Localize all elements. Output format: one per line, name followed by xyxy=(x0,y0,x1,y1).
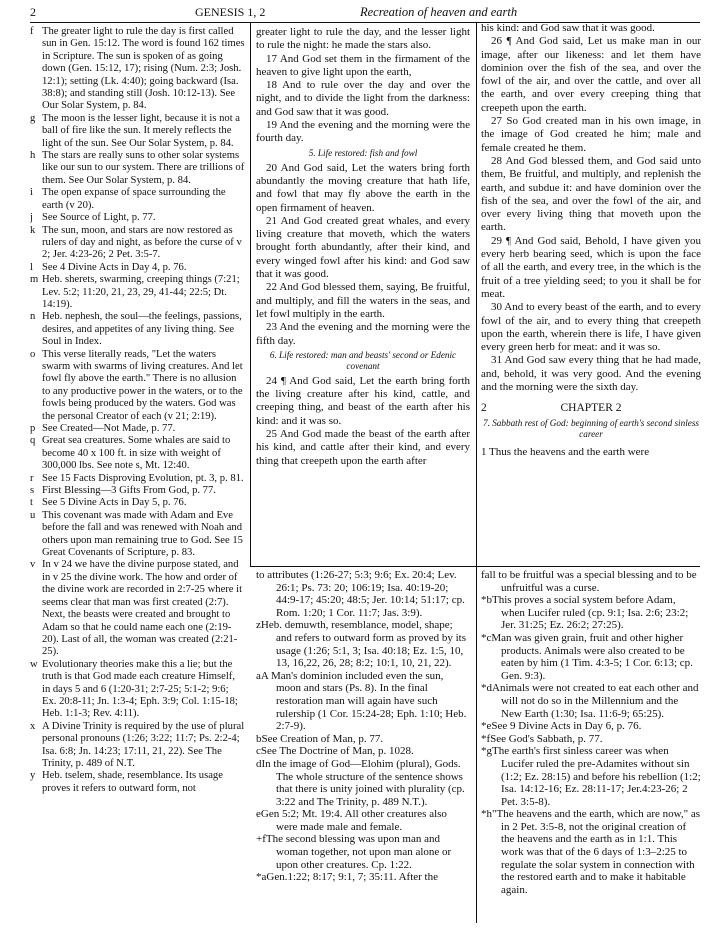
verse-text: 27 So God created man in his own image, in the image of God created he him; male and female created he them. xyxy=(481,115,701,154)
footnote-key: e xyxy=(256,808,261,821)
column-divider-right xyxy=(476,22,477,567)
footnote-x xyxy=(30,721,245,771)
footnote-text: See The Doctrine of Man, p. 1028. xyxy=(260,745,414,758)
footnote-text: See 4 Divine Acts in Day 4, p. 76. xyxy=(42,261,187,273)
footnote-text: See God's Sabbath, p. 77. xyxy=(490,732,603,745)
page-title: Recreation of heaven and earth xyxy=(360,5,518,19)
footnote-i xyxy=(30,187,245,212)
footnote-h xyxy=(481,808,701,896)
footnote-text: The stars are really suns to other solar systems like our sun to our system. There are trillions of them. See Our Solar System, p. 84. xyxy=(42,150,245,186)
footnote-a xyxy=(256,871,470,884)
footnote-text: A Man's dominion included even the sun, moon and stars (Ps. 8). In the final restoration man will again have such rulership (1 Cor. 15:24-28; Eph. 1:10; Heb. 2:7-9). xyxy=(260,669,467,733)
right-verses-column xyxy=(481,22,701,564)
footnote-key: z xyxy=(256,619,261,632)
footnote-b xyxy=(256,733,470,746)
footnote-text: The moon is the lesser light, because it is not a ball of fire like the sun. It merely reflects the light of the sun. See Our Solar System, p. 84. xyxy=(42,112,241,149)
footnote-f xyxy=(481,733,701,746)
footnote-key: u xyxy=(30,509,36,521)
verse-text: 22 And God blessed them, saying, Be fruitful, and multiply, and fill the waters in the seas, and let fowl multiply in the earth. xyxy=(256,281,470,320)
verse-text: 18 And to rule over the day and over the night, and to divide the light from the darkness: and God saw that it was good. xyxy=(256,79,470,118)
verse-text: 23 And the evening and the morning were the fifth day. xyxy=(256,321,470,347)
footnote-key: a xyxy=(256,669,261,682)
footnote-key: *h xyxy=(481,808,492,821)
footnote-key: *a xyxy=(256,871,267,884)
footnote-text: See Creation of Man, p. 77. xyxy=(261,732,384,745)
footnote-text: Heb. demuwth, resemblance, model, shape; and refers to outward form as proved by its usage (1:26; 5:1, 3; Isa. 40:18; Ez. 1:5, 10, 13, 16,22, 26, 28; 8:2; 10:1, 10, 21, 22). xyxy=(260,619,467,670)
footnote-text: The greater light to rule the day is first called sun in Gen. 15:12. The word is found 162 times in Scripture. The sun is spoken of as going down (Gen. 15:12, 17); rising (Num. 2:3; Josh. 12:1); setting (Lk. 4:40); going backward (Isa. 38:8); and standing still (Josh. 10:12-13). See Our Solar System, p. 84. xyxy=(42,26,245,112)
verse-text: 19 And the evening and the morning were the fourth day. xyxy=(256,119,470,145)
footnote-key: *e xyxy=(481,720,492,733)
footnote-u xyxy=(30,510,245,560)
left-notes-column xyxy=(30,26,245,926)
verse-text: 30 And to every beast of the earth, and to every fowl of the air, and to every thing that creepeth upon the earth, wherein there is life, I have given every green herb for meat: and it was so. xyxy=(481,301,701,354)
footnote-y xyxy=(30,770,245,795)
footnote-text: This proves a social system before Adam, when Lucifer ruled (cp. 9:1; Isa. 2:6; 23:2; Jer. 31:25; Ez. 26:2; 27:25). xyxy=(492,594,689,632)
footnote-g xyxy=(481,745,701,808)
footnote-text: Heb. nephesh, the soul—the feelings, passions, desires, and appetites of any living thing. See Soul in Index. xyxy=(42,311,242,348)
footnote-a xyxy=(256,670,470,733)
verse-text: 24 ¶ And God said, Let the earth bring forth the living creature after his kind, cattle, and creeping thing, and beast of the earth after his kind: and it was so. xyxy=(256,374,470,427)
chapter-title xyxy=(481,402,701,414)
footnote-p xyxy=(30,423,245,435)
footnote-f xyxy=(256,833,470,871)
footnote-o xyxy=(30,349,245,423)
footnote-key: x xyxy=(30,720,36,732)
footnote-j xyxy=(30,212,245,224)
footnote-text: In the image of God—Elohim (plural), Gods. The whole structure of the sentence shows that there is unity joined with plurality (cp. 3:22 and The Trinity, p. 489 N.T.). xyxy=(261,757,465,808)
footnote-text: Gen.1:22; 8:17; 9:1, 7; 35:11. After the xyxy=(266,871,438,884)
footnote-text: This covenant was made with Adam and Eve before the fall and was renewed with Noah and others upon man remaining true to God. See 15 Great Covenants of Scripture, p. 83. xyxy=(42,509,243,559)
bottom-middle-notes xyxy=(256,569,470,925)
chapter-verse: 1 Thus the heavens and the earth were xyxy=(481,446,650,459)
footnote-key: y xyxy=(30,770,36,782)
footnote-text: See Source of Light, p. 77. xyxy=(42,212,156,224)
bottom-notes-divider xyxy=(476,566,477,923)
footnote-key: b xyxy=(256,732,262,745)
footnote-text: Heb. tselem, shade, resemblance. Its usage proves it refers to outward form, not xyxy=(42,770,223,794)
footnote-text: The open expanse of space surrounding the earth (v 20). xyxy=(42,187,226,211)
footnote-text: Great sea creatures. Some whales are said to become 40 x 100 ft. in size with weight of 300,000 lbs. See note s, Mt. 12:40. xyxy=(42,435,231,472)
footnote-key: *g xyxy=(481,745,492,758)
footnote-v xyxy=(30,559,245,658)
verse-text: 20 And God said, Let the waters bring forth abundantly the moving creature that hath life, and fowl that may fly above the earth in the open firmament of heaven. xyxy=(256,161,470,214)
footnote-key: +f xyxy=(256,833,266,846)
footnote-t xyxy=(30,497,245,509)
footnote-key: m xyxy=(30,274,39,286)
footnote-w xyxy=(30,659,245,721)
footnote-text: to attributes (1:26-27; 5:3; 9:6; Ex. 20:4; Lev. 26:1; Ps. 73: 20; 106:19; Isa. 40:19-20; 44:9-17; 45:20; 48:5; Jer. 10:14; 51:17; cp. Rom. 1:20; 1 Cor. 11:7; Jas. 3:9). xyxy=(256,569,465,619)
footnote-r xyxy=(30,473,245,485)
verse-text: greater light to rule the day, and the lesser light to rule the night: he made the stars also. xyxy=(256,26,470,52)
footnote-m xyxy=(30,274,245,311)
footnote-key: w xyxy=(30,658,38,670)
footnote-l xyxy=(30,262,245,274)
middle-verses-column xyxy=(256,26,470,564)
column-divider-left xyxy=(250,22,251,567)
book-reference: GENESIS 1, 2 xyxy=(195,5,266,19)
footnote-key: q xyxy=(30,435,36,447)
footnote-cont xyxy=(256,569,470,619)
footnote-text: Heb. sherets, swarming, creeping things (7:21; Lev. 5:2; 11:20, 21, 23, 29, 41-44; 22:5; Dt. 14:19). xyxy=(42,274,240,310)
footnote-text: fall to be fruitful was a special blessing and to be unfruitful was a curse. xyxy=(481,569,697,594)
footnote-text: A Divine Trinity is required by the use of plural personal pronouns (1:26; 3:22; 11:7; Ps. 2:2-4; Isa. 6:8; Jn. 14:23; 17:11, 21, 22). See The Trinity, p. 489 of N.T. xyxy=(42,720,245,769)
footnote-text: See 5 Divine Acts in Day 5, p. 76. xyxy=(42,497,187,509)
footnote-q xyxy=(30,435,245,472)
verse-text: 29 ¶ And God said, Behold, I have given you every herb bearing seed, which is upon the face of all the earth, and every tree, in the which is the fruit of a tree yielding seed; to you it shall be for meat. xyxy=(481,234,701,300)
footnote-text: See 9 Divine Acts in Day 6, p. 76. xyxy=(491,720,642,733)
page-number: 2 xyxy=(30,5,36,19)
footnote-b xyxy=(481,594,701,632)
footnote-text: First Blessing—3 Gifts From God, p. 77. xyxy=(42,485,216,497)
footnote-text: The second blessing was upon man and woman together, not upon man alone or upon other creatures. Cp. 1:22. xyxy=(265,833,452,871)
bottom-right-notes xyxy=(481,569,701,925)
footnote-text: See 15 Facts Disproving Evolution, pt. 3, p. 81. xyxy=(42,472,244,484)
section-heading: 5. Life restored: fish and fowl xyxy=(308,147,418,158)
verse-text: 28 And God blessed them, and God said unto them, Be fruitful, and multiply, and replenish the earth, and subdue it: and have dominion over the fish of the sea, and over the fowl of the air, and over every living thing that moveth upon the earth. xyxy=(481,154,701,234)
verse-text: 31 And God saw every thing that he had made, and, behold, it was very good. And the evening and the morning were the sixth day. xyxy=(481,354,701,394)
footnote-text: Man was given grain, fruit and other higher products. Animals were also created to be eaten by him (1 Tim. 4:3-5; 1 Cor. 6:13; cp. Gen. 9:3). xyxy=(491,631,693,682)
chapter-number: 2 xyxy=(481,402,487,415)
footnote-cont xyxy=(481,569,701,594)
verse-text: 17 And God set them in the firmament of the heaven to give light upon the earth, xyxy=(256,52,470,78)
footnote-d xyxy=(481,682,701,720)
footnote-key: g xyxy=(30,112,36,124)
verse-text: 26 ¶ And God said, Let us make man in our image, after our likeness: and let them have dominion over the fish of the sea, and over the fowl of the air, and over the cattle, and over all the earth, and over every creeping thing that creepeth upon the earth. xyxy=(481,35,701,114)
footnote-text: The sun, moon, and stars are now restored as rulers of day and night, as before the curse of v 2; Jer. 4:23-26; 2 Pet. 3:5-7. xyxy=(42,224,242,261)
footnote-c xyxy=(481,632,701,682)
verse-text: 21 And God created great whales, and every living creature that moveth, which the waters brought forth abundantly, after their kind, and every winged fowl after his kind: and God saw that it was good. xyxy=(256,214,470,281)
footnote-text: The earth's first sinless career was when Lucifer ruled the pre-Adamites without sin (1:2; Ez. 28:15) and before his rebellion (1:2; Isa. 14:12-16; Ez. 28:11-17; Jer.4:23-26; 2 Pet. 3:5-8). xyxy=(492,745,701,808)
footnote-key: k xyxy=(30,224,36,236)
chapter-section-heading: 7. Sabbath rest of God: beginning of earth's second sinless career xyxy=(483,418,699,440)
footnote-key: i xyxy=(30,187,33,199)
footnote-text: In v 24 we have the divine purpose stated, and in v 25 the divine work. The how and order of the divine work are recorded in 2:7-25 where it seems clear that man was first created (2:7). Next, the beasts were created and brought to Adam so that he could name each one (2:19-20). Last of all, the woman was created (2:21-25). xyxy=(42,559,243,658)
footnote-text: Gen 5:2; Mt. 19:4. All other creatures also were made male and female. xyxy=(260,808,447,833)
footnote-key: o xyxy=(30,348,36,360)
footnote-key: *b xyxy=(481,594,492,607)
footnote-key: s xyxy=(30,485,35,497)
footnote-key: r xyxy=(30,472,34,484)
footnote-e xyxy=(481,720,701,733)
notes-divider xyxy=(250,566,700,567)
footnote-g xyxy=(30,113,245,150)
footnote-key: d xyxy=(256,757,262,770)
footnote-key: v xyxy=(30,559,36,571)
chapter-label: CHAPTER 2 xyxy=(560,402,622,415)
footnote-key: h xyxy=(30,150,36,162)
footnote-n xyxy=(30,311,245,348)
footnote-key: *d xyxy=(481,682,492,695)
footnote-key: c xyxy=(256,745,261,758)
footnote-text: Evolutionary theories make this a lie; but the truth is that God made each creature Himself, in days 5 and 6 (1:20-31; 2:7-25; 5:1-2; 9:6; Ex. 20:8-11; Jn. 1:3-4; Eph. 3:9; Col. 1:15-18; Heb. 1:1-3; Rev. 4:11). xyxy=(42,658,238,720)
footnote-text: Animals were not created to eat each other and will not do so in the Millennium and the New Earth (1:30; Isa. 11:6-9; 65:25). xyxy=(492,682,699,720)
footnote-key: *f xyxy=(481,732,491,745)
footnote-d xyxy=(256,758,470,808)
verse-text: 25 And God made the beast of the earth after his kind, and cattle after their kind, and every thing that creepeth upon the earth after xyxy=(256,428,470,467)
footnote-key: *c xyxy=(481,631,492,644)
footnote-f xyxy=(30,26,245,113)
footnote-key: f xyxy=(30,26,34,37)
footnote-key: n xyxy=(30,311,36,323)
footnote-k xyxy=(30,225,245,262)
footnote-c xyxy=(256,745,470,758)
footnote-key: j xyxy=(30,212,33,224)
footnote-z xyxy=(256,619,470,669)
footnote-text: "The heavens and the earth, which are now," as in 2 Pet. 3:5-8, not the original creation of the heavens and the earth as in 1:1. This work was that of the 6 days of 1:3–2:25 to regulate the solar system in connection with the restored earth and to make it habitable again. xyxy=(492,808,701,896)
footnote-key: t xyxy=(30,497,33,509)
section-heading: 6. Life restored: man and beasts' second or Edenic covenant xyxy=(269,349,457,371)
footnote-key: p xyxy=(30,423,36,434)
footnote-key: l xyxy=(30,261,33,273)
footnote-text: This verse literally reads, "Let the waters swarm with swarms of living creatures. And let fowl fly above the earth." There is no allusion to any productive power in the waters, or to the fowls being produced by the waters. God was the personal Creator of each (v 21; 2:19). xyxy=(42,348,243,422)
footnote-h xyxy=(30,150,245,187)
page-header xyxy=(30,4,700,23)
footnote-text: See Created—Not Made, p. 77. xyxy=(42,423,176,434)
footnote-s xyxy=(30,485,245,497)
verse-text: his kind: and God saw that it was good. xyxy=(481,22,655,34)
footnote-e xyxy=(256,808,470,833)
